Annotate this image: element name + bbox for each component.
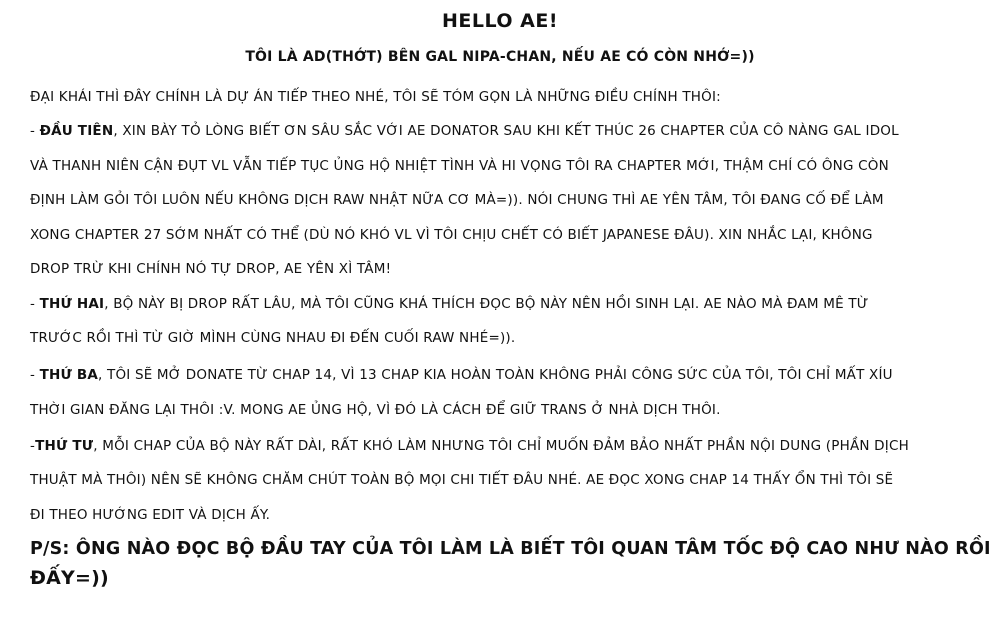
section-first-line-4: XONG CHAPTER 27 SỚM NHẤT CÓ THỂ (DÙ NÓ KHÓ VL VÌ TÔI CHỊU CHẾT CÓ BIẾT JAPANESE ĐÂU). XIN NHẮC LẠI, KHÔNG — [30, 227, 873, 243]
section-first-label: ĐẦU TIÊN — [39, 123, 114, 139]
section-second-text-1: , BỘ NÀY BỊ DROP RẤT LÂU, MÀ TÔI CŨNG KHÁ THÍCH ĐỌC BỘ NÀY NÊN HỒI SINH LẠI. AE NÀO MÀ ĐAM MÊ TỪ — [104, 296, 869, 312]
page-subtitle: TÔI LÀ AD(THỚT) BÊN GAL NIPA-CHAN, NẾU AE CÓ CÒN NHỚ=)) — [245, 49, 755, 65]
section-third-line-2: THỜI GIAN ĐĂNG LẠI THÔI :V. MONG AE ỦNG HỘ, VÌ ĐÓ LÀ CÁCH ĐỂ GIỮ TRANS Ở NHÀ DỊCH THÔI. — [30, 402, 721, 418]
section-fourth-text-1: , MỖI CHAP CỦA BỘ NÀY RẤT DÀI, RẤT KHÓ LÀM NHƯNG TÔI CHỈ MUỐN ĐẢM BẢO NHẤT PHẦN NỘI DUNG (PHẦN DỊCH — [93, 438, 909, 454]
ps-line-1: P/S: ÔNG NÀO ĐỌC BỘ ĐẦU TAY CỦA TÔI LÀM LÀ BIẾT TÔI QUAN TÂM TỐC ĐỘ CAO NHƯ NÀO RỒI — [30, 539, 991, 559]
section-fourth-label: THỨ TƯ — [35, 438, 94, 454]
section-fourth-line-2: THUẬT MÀ THÔI) NÊN SẼ KHÔNG CHĂM CHÚT TOÀN BỘ MỌI CHI TIẾT ĐÂU NHÉ. AE ĐỌC XONG CHAP 14 THẤY ỔN THÌ TÔI SẼ — [30, 472, 894, 488]
section-fourth-dash: - — [30, 438, 36, 454]
section-fourth-line-3: ĐI THEO HƯỚNG EDIT VÀ DỊCH ẤY. — [30, 507, 271, 523]
section-third-line-1 — [30, 366, 893, 384]
section-first-line-1 — [30, 122, 899, 140]
section-first-line-3: ĐỊNH LÀM GỎI TÔI LUÔN NẾU KHÔNG DỊCH RAW NHẬT NỮA CƠ MÀ=)). NÓI CHUNG THÌ AE YÊN TÂM, TÔI ĐANG CỐ ĐỂ LÀM — [30, 192, 884, 208]
section-first-dash: - — [30, 123, 40, 139]
section-fourth-line-1 — [30, 437, 909, 455]
section-second-label: THỨ HAI — [39, 296, 105, 312]
ps-line-2: ĐẤY=)) — [30, 567, 109, 589]
section-second-line-1 — [30, 295, 869, 313]
section-third-label: THỨ BA — [39, 367, 99, 383]
section-first-text-1: , XIN BÀY TỎ LÒNG BIẾT ƠN SÂU SẮC VỚI AE DONATOR SAU KHI KẾT THÚC 26 CHAPTER CỦA CÔ NÀNG GAL IDOL — [113, 123, 899, 139]
section-third-dash: - — [30, 367, 40, 383]
page-title: HELLO AE! — [441, 10, 559, 32]
section-second-line-2: TRƯỚC RỒI THÌ TỪ GIỜ MÌNH CÙNG NHAU ĐI ĐẾN CUỐI RAW NHÉ=)). — [30, 330, 516, 346]
section-third-text-1: , TÔI SẼ MỞ DONATE TỪ CHAP 14, VÌ 13 CHAP KIA HOÀN TOÀN KHÔNG PHẢI CÔNG SỨC CỦA TÔI, TÔI CHỈ MẤT XÍU — [98, 367, 893, 383]
section-first-line-2: VÀ THANH NIÊN CẬN ĐỤT VL VẪN TIẾP TỤC ỦNG HỘ NHIỆT TÌNH VÀ HI VỌNG TÔI RA CHAPTER MỚI, THẬM CHÍ CÓ ÔNG CÒN — [30, 158, 889, 174]
section-first-line-5: DROP TRỪ KHI CHÍNH NÓ TỰ DROP, AE YÊN XÌ TÂM! — [30, 261, 392, 277]
intro-text: ĐẠI KHÁI THÌ ĐÂY CHÍNH LÀ DỰ ÁN TIẾP THEO NHÉ, TÔI SẼ TÓM GỌN LÀ NHỮNG ĐIỀU CHÍNH THÔI: — [30, 89, 721, 105]
section-second-dash: - — [30, 296, 40, 312]
